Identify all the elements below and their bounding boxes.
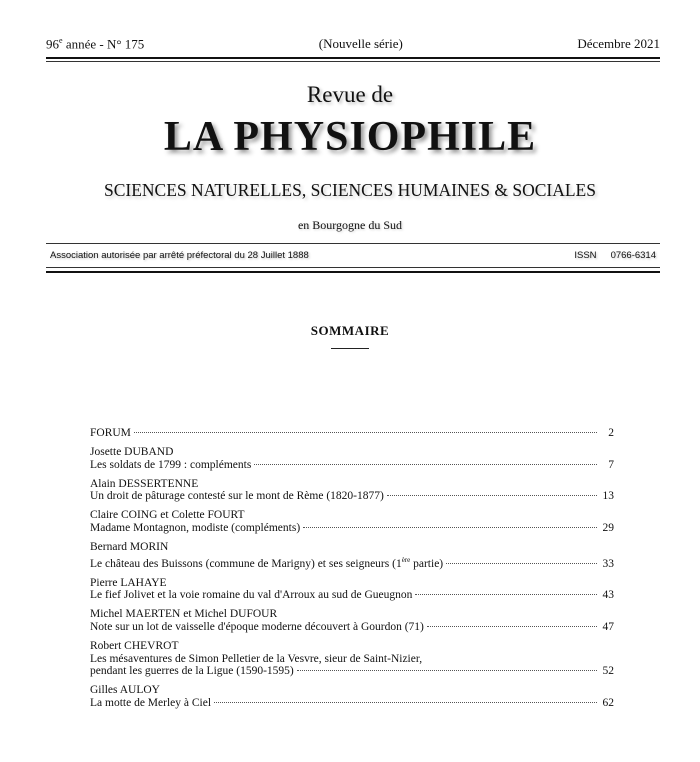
- issn-label: ISSN: [574, 250, 597, 261]
- issn-value: 0766-6314: [610, 250, 656, 261]
- toc-line: [90, 621, 614, 634]
- dot-leader: [254, 464, 597, 465]
- series-label: (Nouvelle série): [318, 36, 403, 51]
- toc-line: [90, 427, 614, 440]
- toc-title: Les soldats de 1799 : compléments: [90, 458, 252, 471]
- sommaire-underline: [331, 348, 369, 349]
- issn: [574, 250, 656, 261]
- dot-leader: [303, 527, 597, 528]
- toc-title: FORUM: [90, 427, 131, 439]
- toc-author: Alain DESSERTENNE: [90, 477, 199, 490]
- toc-entry: [90, 446, 614, 471]
- toc-page-number: 33: [602, 557, 614, 570]
- header-rule: [46, 57, 660, 59]
- issue-header: [46, 36, 660, 52]
- dot-leader: [214, 702, 597, 703]
- toc-line: [90, 554, 614, 570]
- toc-title: Un droit de pâturage contesté sur le mont de Rème (1820-1877): [90, 490, 384, 503]
- toc-entry: [90, 509, 614, 534]
- dot-leader: [297, 670, 597, 671]
- toc-page-number: 52: [602, 665, 614, 678]
- association-line: [50, 250, 656, 261]
- toc-title: Note sur un lot de vaisselle d'époque moderne découvert à Gourdon (71): [90, 620, 424, 633]
- journal-subtitle: SCIENCES NATURELLES, SCIENCES HUMAINES & SOCIALES: [104, 180, 596, 200]
- toc-page-number: 47: [602, 620, 614, 633]
- toc-line: [90, 459, 614, 472]
- dot-leader: [446, 563, 597, 564]
- toc-author: Robert CHEVROT: [90, 640, 179, 653]
- toc-line: Les mésaventures de Simon Pelletier de la Vesvre, sieur de Saint-Nizier,: [90, 652, 423, 665]
- masthead-rule-double: [46, 271, 660, 273]
- toc-entry: [90, 684, 614, 709]
- toc-line: [90, 589, 614, 602]
- toc-page-number: 13: [602, 490, 614, 503]
- issue-date: Décembre 2021: [577, 36, 660, 51]
- table-of-contents: [90, 427, 614, 716]
- sommaire-heading: SOMMAIRE: [310, 323, 390, 338]
- toc-author: Gilles AULOY: [90, 684, 160, 697]
- toc-line: [90, 697, 614, 710]
- association-text: Association autorisée par arrêté préfectoral du 28 Juillet 1888: [50, 250, 309, 261]
- toc-page-number: 62: [602, 696, 614, 709]
- toc-title: La motte de Merley à Ciel: [90, 696, 212, 709]
- toc-entry: [90, 640, 614, 678]
- toc-title: Madame Montagnon, modiste (compléments): [90, 522, 301, 535]
- toc-entry: [90, 541, 614, 570]
- toc-author: Michel MAERTEN et Michel DUFOUR: [90, 608, 278, 621]
- toc-entry: [90, 577, 614, 602]
- dot-leader: [415, 594, 597, 595]
- toc-line: [90, 522, 614, 535]
- region-line: en Bourgogne du Sud: [297, 218, 403, 232]
- toc-line: [90, 665, 614, 678]
- toc-page-number: 43: [602, 589, 614, 602]
- toc-entry: [90, 608, 614, 633]
- toc-page-number: 2: [608, 427, 614, 439]
- toc-title: Le château des Buissons (commune de Marigny) et ses seigneurs (1ère partie): [90, 555, 444, 570]
- revue-de: Revue de: [306, 82, 394, 107]
- toc-author: Pierre LAHAYE: [90, 576, 167, 589]
- dot-leader: [427, 626, 597, 627]
- toc-page-number: 29: [602, 522, 614, 535]
- toc-line: [90, 490, 614, 503]
- toc-page-number: 7: [608, 458, 614, 471]
- toc-entry: [90, 478, 614, 503]
- toc-author: Josette DUBAND: [90, 446, 174, 459]
- toc-title: Le fief Jolivet et la voie romaine du val d'Arroux au sud de Gueugnon: [90, 589, 413, 602]
- toc-author: Bernard MORIN: [90, 541, 169, 554]
- toc-entry: [90, 427, 614, 440]
- dot-leader: [134, 432, 597, 433]
- dot-leader: [387, 495, 597, 496]
- header-rule-thin: [46, 61, 660, 62]
- journal-title: LA PHYSIOPHILE: [163, 114, 537, 160]
- toc-author: Claire COING et Colette FOURT: [90, 509, 245, 522]
- toc-title: pendant les guerres de la Ligue (1590-1595): [90, 665, 294, 678]
- masthead-rule-bottom: [46, 267, 660, 268]
- masthead-rule-top: [46, 243, 660, 244]
- issue-number: 96e année - N° 175: [46, 36, 145, 52]
